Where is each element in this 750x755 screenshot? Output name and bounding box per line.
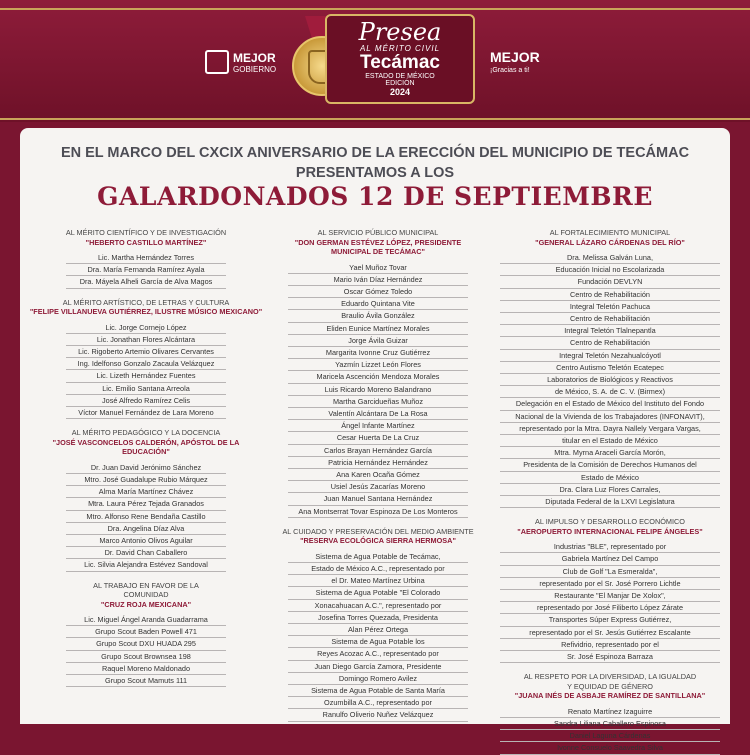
gold-divider	[0, 118, 750, 120]
awardee-row: Reyes Acozac A.C., representado por	[288, 648, 468, 660]
awardee-row: Sistema de Agua Potable de Santa María	[288, 685, 468, 697]
awardee-row: Marco Antonio Olivos Aguilar	[66, 535, 226, 547]
awardee-row: Víctor Manuel Fernández de Lara Moreno	[66, 407, 226, 419]
awardee-row: Lic. Jonathan Flores Alcántara	[66, 334, 226, 346]
awardee-row: Integral Teletón Pachuca	[500, 301, 720, 313]
category-heading: AL RESPETO POR LA DIVERSIDAD, LA IGUALDAD	[523, 672, 697, 682]
column-center	[278, 228, 478, 722]
category-heading: AL FORTALECIMIENTO MUNICIPAL	[549, 228, 671, 237]
category-heading: AL SERVICIO PÚBLICO MUNICIPAL	[317, 228, 439, 237]
award-name: "RESERVA ECOLÓGICA SIERRA HERMOSA"	[300, 536, 456, 546]
awardee-row: Juan Manuel Santana Hernández	[288, 493, 468, 505]
awardee-row: Estado de México A.C., representado por	[288, 563, 468, 575]
awardee-row: Jorge Ávila Guizar	[288, 335, 468, 347]
award-name: "AEROPUERTO INTERNACIONAL FELIPE ÁNGELES"	[517, 526, 703, 536]
gold-divider	[0, 8, 750, 10]
award-name: "HEBERTO CASTILLO MARTÍNEZ"	[85, 237, 207, 247]
presea-logo	[325, 14, 475, 104]
awardee-row: Nacional de la Vivienda de los Trabajadores (INFONAVIT),	[500, 411, 720, 423]
intro-heading: EN EL MARCO DEL CXCIX ANIVERSARIO DE LA ERECCIÓN DEL MUNICIPIO DE TECÁMAC PRESENTAMOS A LOS	[60, 145, 690, 181]
awardee-row: Margarita Ivonne Cruz Gutiérrez	[288, 347, 468, 359]
municipal-seal-icon	[205, 50, 229, 74]
page-title: GALARDONADOS 12 DE SEPTIEMBRE	[97, 182, 653, 211]
awardee-row: Dra. Máyela Alheli García de Alva Magos	[66, 276, 226, 288]
awardee-row: Dra. Clara Luz Flores Carrales,	[500, 484, 720, 496]
awardee-row: Dr. David Chan Caballero	[66, 547, 226, 559]
awardee-row: Mtra. Laura Pérez Tejada Granados	[66, 498, 226, 510]
awardee-row: Patricia Hernández Hernández	[288, 457, 468, 469]
awardee-row: Lic. Lizeth Hernández Fuentes	[66, 370, 226, 382]
column-right	[490, 228, 730, 755]
awardee-row: representado por el Sr. José Porrero Lichtle	[500, 578, 720, 590]
awardee-row: Dra. Melissa Galván Luna,	[500, 252, 720, 264]
edition-label: EDICIÓN	[385, 80, 415, 87]
awardee-row: representado por José Filiberto López Zárate	[500, 602, 720, 614]
awardee-row: Sistema de Agua Potable los	[288, 636, 468, 648]
awardee-row: Centro de Rehabilitación	[500, 289, 720, 301]
awardee-row: Lic. Jorge Cornejo López	[66, 322, 226, 334]
category-heading-line2: Y EQUIDAD DE GÉNERO	[567, 681, 653, 691]
award-name: "DON GERMAN ESTÉVEZ LÓPEZ, PRESIDENTE MUNICIPAL DE TECÁMAC"	[294, 237, 462, 256]
awardee-row: Lic. Emilio Santana Arreola	[66, 383, 226, 395]
awardee-row: Integral Teletón Nezahualcóyotl	[500, 350, 720, 362]
awardee-row: Centro Autismo Teletón Ecatepec	[500, 362, 720, 374]
awardee-row: Luis Ricardo Moreno Balandrano	[288, 384, 468, 396]
awardee-row: Lic. Miguel Ángel Aranda Guadarrama	[66, 614, 226, 626]
merito-civil-text: AL MÉRITO CIVIL	[359, 44, 441, 53]
awardee-row: Club de Golf "La Esmeralda",	[500, 566, 720, 578]
awardee-row: Presidenta de la Comisión de Derechos Humanos del	[500, 459, 720, 471]
awardee-row: Domingo Romero Avilez	[288, 673, 468, 685]
awardee-row: Mtra. Myrna Araceli García Morón,	[500, 447, 720, 459]
awardee-row: Cesar Huerta De La Cruz	[288, 432, 468, 444]
edition-year: 2024	[389, 87, 411, 97]
awardee-row: Fundación DEVLYN	[500, 276, 720, 288]
awardee-row: Industrias "BLE", representado por	[500, 541, 720, 553]
awardee-row: Grupo Scout DXU HUADA 295	[66, 638, 226, 650]
awardee-row: Carlos Brayan Hernández García	[288, 445, 468, 457]
awardee-row: Ranulfo Oliverio Nuñez Velázquez	[288, 709, 468, 721]
awardee-row: Laboratorios de Biológicos y Reactivos	[500, 374, 720, 386]
awardee-row: Grupo Scout Baden Powell 471	[66, 626, 226, 638]
awardee-row: Yazmín Lizzet León Flores	[288, 359, 468, 371]
awardee-row: Maricela Ascención Mendoza Morales	[288, 371, 468, 383]
awardee-row: Lic. Silvia Alejandra Estévez Sandoval	[66, 559, 226, 571]
awardee-row: Lic. Rigoberto Artemio Olivares Cervantes	[66, 346, 226, 358]
awardee-row: Grupo Scout Mamuts 111	[66, 675, 226, 687]
awardee-row: Lic. Martha Hernández Torres	[66, 252, 226, 264]
awardee-row: Centro de Rehabilitación	[500, 337, 720, 349]
award-name: "CRUZ ROJA MEXICANA"	[100, 599, 192, 609]
awardee-row: titular en el Estado de México	[500, 435, 720, 447]
awardee-row: Valentín Alcántara De La Rosa	[288, 408, 468, 420]
awardee-row: Mtro. Alfonso Rene Bendaña Castillo	[66, 511, 226, 523]
awardee-row: Alan Pérez Ortega	[288, 624, 468, 636]
awardee-row: Gabriela Martínez Del Campo	[500, 553, 720, 565]
awardee-row: Raquel Moreno Maldonado	[66, 663, 226, 675]
awardee-row: Ivonne Consuelo Saavedra Silva	[500, 742, 720, 754]
awardee-row: Centro de Rehabilitación	[500, 313, 720, 325]
awardee-row: Sistema de Agua Potable de Tecámac,	[288, 551, 468, 563]
mejor-gracias-logo: MEJOR ¡Gracias a ti!	[490, 49, 540, 74]
awardee-row: Dra. Angelina Díaz Alva	[66, 523, 226, 535]
award-name: "FELIPE VILLANUEVA GUTIÉRREZ, ILUSTRE MÚSICO MEXICANO"	[29, 307, 263, 317]
awardee-row: Educación Inicial no Escolarizada	[500, 264, 720, 276]
awardee-row: Renato Martínez Izaguirre	[500, 706, 720, 718]
awardee-row: Mario Iván Díaz Hernández	[288, 274, 468, 286]
awardee-row: Martha Garcidueñas Muñoz	[288, 396, 468, 408]
awardee-row: Ángel Infante Martínez	[288, 420, 468, 432]
category-heading-line2: COMUNIDAD	[123, 590, 169, 600]
category-heading: AL MÉRITO CIENTÍFICO Y DE INVESTIGACIÓN	[65, 228, 227, 237]
awardee-row: Juan Diego García Zamora, Presidente	[288, 661, 468, 673]
column-left	[28, 228, 264, 687]
awardee-row: Xonacahuacan A.C.", representado por	[288, 600, 468, 612]
awardee-row: Daniel Laguna Cárdenas	[500, 730, 720, 742]
category-heading: AL MÉRITO ARTÍSTICO, DE LETRAS Y CULTURA	[62, 297, 230, 307]
category-heading: AL TRABAJO EN FAVOR DE LA	[93, 580, 199, 590]
awardee-row: Eliden Eunice Martínez Morales	[288, 323, 468, 335]
awardee-row: Dra. María Fernanda Ramírez Ayala	[66, 264, 226, 276]
awardee-row: Oscar Gómez Toledo	[288, 286, 468, 298]
awardee-row: Sandra Liliana Caballero Espinosa	[500, 718, 720, 730]
state-text: ESTADO DE MÉXICO	[365, 73, 435, 80]
awardee-row: Josefina Torres Quezada, Presidenta	[288, 612, 468, 624]
awardee-row: de México, S. A. de C. V. (Birmex)	[500, 386, 720, 398]
awardee-row: José Alfredo Ramírez Celis	[66, 395, 226, 407]
awardee-row: Usiel Jesús Zacarías Moreno	[288, 481, 468, 493]
awardee-row: representado por el Sr. Jesús Gutiérrez Escalante	[500, 627, 720, 639]
category-heading: AL CUIDADO Y PRESERVACIÓN DEL MEDIO AMBIENTE	[282, 526, 474, 536]
awardee-row: Sistema de Agua Potable "El Colorado	[288, 587, 468, 599]
awardee-row: Grupo Scout Brownsea 198	[66, 651, 226, 663]
awardee-row: Ozumbilla A.C., representado por	[288, 697, 468, 709]
awardee-row: representado por la Mtra. Dayra Nallely Vergara Vargas,	[500, 423, 720, 435]
awardee-row: Braulio Ávila González	[288, 310, 468, 322]
awardee-row: Mtro. José Guadalupe Rubio Márquez	[66, 474, 226, 486]
awardee-row: Integral Teletón Tlalnepantla	[500, 325, 720, 337]
awardee-row: Dr. Juan David Jerónimo Sánchez	[66, 462, 226, 474]
awardee-row: Restaurante "El Manjar De Xolox",	[500, 590, 720, 602]
awardee-row: el Dr. Mateo Martínez Urbina	[288, 575, 468, 587]
category-heading: AL MÉRITO PEDAGÓGICO Y LA DOCENCIA	[71, 428, 221, 438]
awardee-row: Estado de México	[500, 472, 720, 484]
city-text: Tecámac	[360, 52, 440, 73]
awardee-row: Refividrio, representado por el	[500, 639, 720, 651]
awardee-row: Alma María Martínez Chávez	[66, 486, 226, 498]
award-name: "JUANA INÉS DE ASBAJE RAMÍREZ DE SANTILLANA"	[514, 691, 706, 701]
category-heading: AL IMPULSO Y DESARROLLO ECONÓMICO	[535, 517, 685, 527]
awardee-row: Ana Karen Ocaña Gómez	[288, 469, 468, 481]
awardee-row: Sr. José Espinoza Barraza	[500, 651, 720, 663]
awardee-row: Ing. Idelfonso Gonzalo Zacaula Velázquez	[66, 358, 226, 370]
awardee-row: Ana Montserrat Tovar Espinoza De Los Monteros	[288, 506, 468, 518]
mejor-gobierno-logo: MEJOR GOBIERNO	[205, 50, 276, 74]
awardee-row: Yael Muñoz Tovar	[288, 262, 468, 274]
award-name: "GENERAL LÁZARO CÁRDENAS DEL RÍO"	[535, 237, 685, 247]
awardee-row: Eduardo Quintana Vite	[288, 298, 468, 310]
awardee-row: Transportes Súper Express Gutiérrez,	[500, 614, 720, 626]
awardee-row: Delegación en el Estado de México del Instituto del Fondo	[500, 398, 720, 410]
awardee-row: Diputada Federal de la LXVI Legislatura	[500, 496, 720, 508]
award-name: "JOSÉ VASCONCELOS CALDERÓN, APÓSTOL DE LA EDUCACIÓN"	[52, 437, 240, 457]
presea-text: Presea	[358, 18, 442, 46]
